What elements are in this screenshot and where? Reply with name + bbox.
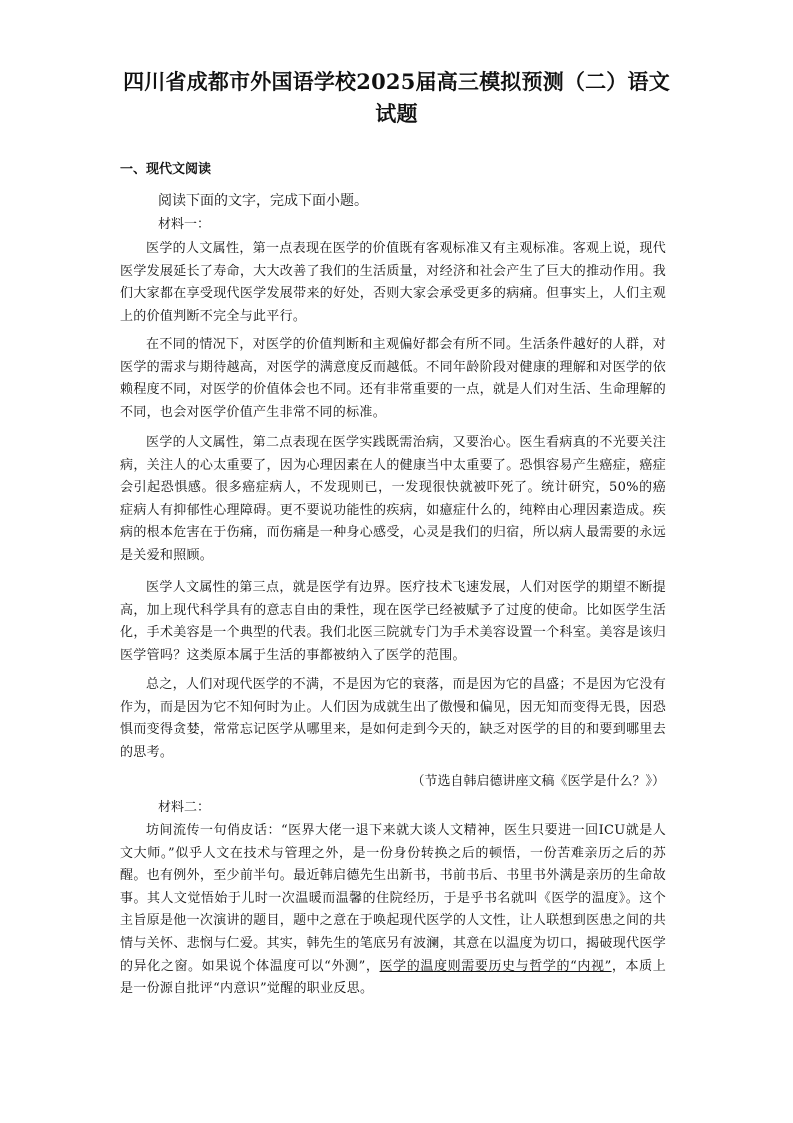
material-2-paragraph-1 — [120, 820, 666, 1001]
material-1-source: （节选自韩启德讲座文稿《医学是什么？》） — [411, 774, 665, 789]
material-1-label: 材料一： — [158, 217, 211, 232]
underlined-sentence: 医学的温度则需要历史与哲学的“内视” — [379, 958, 612, 974]
material-2-text-part-1: 坊间流传一句俏皮话：“医界大佬一退下来就大谈人文精神，医生只要进一回ICU就是人文大师。”似乎人文在技术与管理之外，是一份身份转换之后的顿悟，一份苦难亲历之后的苏醒。也有例外，至少前半句。最近韩启德先生出新书，书前书后、书里书外满是亲历的生命故事。其人文觉悟始于儿时一次温暖而温馨的住院经历，于是乎书名就叫《医学的温度》。这个主旨原是他一次演讲的题目，题中之意在于唤起现代医学的人文性，让人联想到医患之间的共情与关怀、悲悯与仁爱。其实，韩先生的笔底另有波澜，其意在以温度为切口，揭破现代医学的异化之窗。如果说个体温度可以“外测”， — [120, 823, 666, 974]
section-heading: 一、现代文阅读 — [120, 162, 212, 177]
title-line-2: 试题 — [375, 101, 418, 126]
material-1-paragraph-4: 医学人文属性的第三点，就是医学有边界。医疗技术飞速发展，人们对医学的期望不断提高，加上现代科学具有的意志自由的秉性，现在医学已经被赋予了过度的使命。比如医学生活化，手术美容是一个典型的代表。我们北医三院就专门为手术美容设置一个科室。美容是该归医学管吗？这类原本属于生活的事都被纳入了医学的范围。 — [120, 580, 666, 663]
material-1-paragraph-1: 医学的人文属性，第一点表现在医学的价值既有客观标准又有主观标准。客观上说，现代医学发展延长了寿命，大大改善了我们的生活质量，对经济和社会产生了巨大的推动作用。我们大家都在享受现代医学发展带来的好处，否则大家会承受更多的病痛。但事实上，人们主观上的价值判断不完全与此平行。 — [120, 241, 666, 324]
material-1-paragraph-3: 医学的人文属性，第二点表现在医学实践既需治病，又要治心。医生看病真的不光要关注病，关注人的心太重要了，因为心理因素在人的健康当中太重要了。恐惧容易产生癌症，癌症会引起恐惧感。很多癌症病人，不发现则已，一发现很快就被吓死了。统计研究，50%的癌症病人有抑郁性心理障碍。更不要说功能性的疾病，如癔症什么的，纯粹由心理因素造成。疾病的根本危害在于伤痛，而伤痛是一种身心感受，心灵是我们的归宿，所以病人最需要的永远是关爱和照顾。 — [120, 435, 666, 563]
material-1-paragraph-5: 总之，人们对现代医学的不满，不是因为它的衰落，而是因为它的昌盛；不是因为它没有作为，而是因为它不知何时为止。人们因为成就生出了傲慢和偏见，因无知而变得无畏，因恐惧而变得贪婪，常常忘记医学从哪里来，是如何走到今天的，缺乏对医学的目的和要到哪里去的思考。 — [120, 677, 666, 760]
document-title — [110, 66, 683, 130]
material-2-label: 材料二： — [158, 800, 211, 815]
material-1-paragraph-2: 在不同的情况下，对医学的价值判断和主观偏好都会有所不同。生活条件越好的人群，对医学的需求与期待越高，对医学的满意度反而越低。不同年龄阶段对健康的理解和对医学的依赖程度不同，对医学的价值体会也不同。还有非常重要的一点，就是人们对生活、生命理解的不同，也会对医学价值产生非常不同的标准。 — [120, 337, 666, 420]
title-line-1: 四川省成都市外国语学校2025届高三模拟预测（二）语文 — [123, 69, 670, 94]
instruction-text: 阅读下面的文字，完成下面小题。 — [158, 193, 368, 209]
material-2-text-part-2: ，本质上是一份源自批评“内意识”觉醒的职业反思。 — [120, 958, 666, 997]
